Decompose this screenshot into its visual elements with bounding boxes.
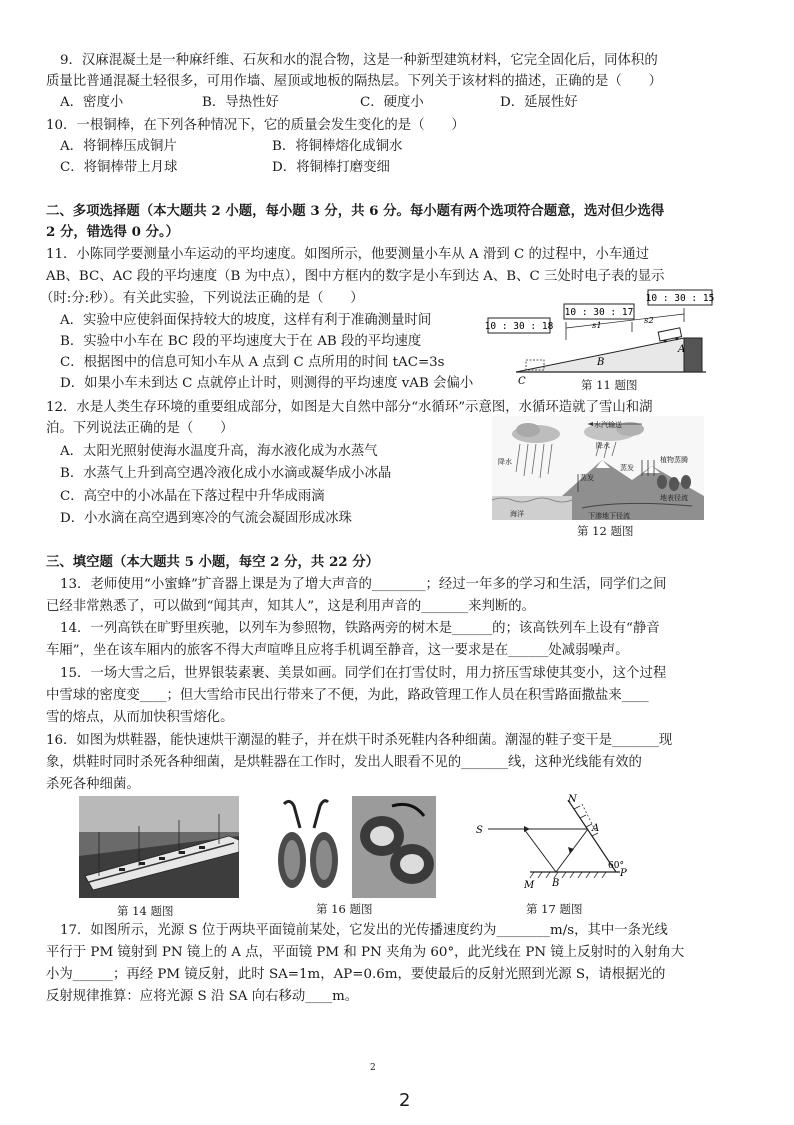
label-angle-60: 60° — [608, 861, 624, 871]
clock-c-time: 10 : 30 : 18 — [484, 321, 554, 332]
label-s1: s1 — [592, 321, 602, 331]
label-evaporation-2: 蒸发 — [620, 464, 634, 472]
q12-option-a: A．太阳光照射使海水温度升高，海水液化成为水蒸气 — [60, 444, 378, 459]
q11-stem-line3: （时:分:秒）。有关此实验，下列说法正确的是（ ） — [40, 291, 364, 306]
figure-16b-dryer-in-shoes — [352, 796, 436, 898]
clock-a-time: 10 : 30 : 15 — [645, 293, 715, 304]
label-precip-top: 降水 — [596, 442, 610, 450]
q10-option-b: B．将铜棒熔化成铜水 — [272, 139, 403, 154]
label-underground-runoff: 下渗地下径流 — [588, 512, 630, 520]
q11-option-c: C．根据图中的信息可知小车从 A 点到 C 点所用的时间 tAC=3s — [60, 355, 445, 370]
q9-option-a: A．密度小 — [60, 95, 124, 110]
q12-option-b: B．水蒸气上升到高空遇冷液化成小水滴或凝华成小冰晶 — [60, 466, 392, 481]
q12-option-c: C．高空中的小冰晶在下落过程中升华成雨滴 — [60, 489, 325, 504]
q9-stem-line1: 9．汉麻混凝土是一种麻纤维、石灰和水的混合物，这是一种新型建筑材料，它完全固化后，同体积的 — [60, 53, 658, 68]
label-point-a17: A — [592, 823, 600, 834]
label-point-p: P — [620, 868, 627, 879]
q9-option-b: B．导热性好 — [202, 95, 279, 110]
figure-16-caption: 第 16 题图 — [316, 902, 373, 916]
q12-option-d: D．小水滴在高空遇到寒冷的气流会凝固形成冰珠 — [60, 511, 352, 526]
figure-17-caption: 第 17 题图 — [526, 902, 583, 916]
label-transpiration: 植物蒸腾 — [660, 456, 688, 464]
label-point-c: C — [518, 376, 526, 387]
q13-line1: 13．老师使用“小蜜蜂”扩音器上课是为了增大声音的________；经过一年多的学习和生活，同学们之间 — [60, 577, 667, 592]
section3-heading: 三、填空题（本大题共 5 小题，每空 2 分，共 22 分） — [46, 554, 380, 570]
q17-line1: 17．如图所示，光源 S 位于两块平面镜前某处，它发出的光传播速度约为________m/s，其中一条光线 — [60, 923, 668, 938]
q15-line2: 中雪球的密度变____；但大雪给市民出行带来了不便，为此，路政管理工作人员在积雪路面撒盐来____ — [46, 688, 649, 703]
label-surface-runoff: 地表径流 — [660, 494, 688, 502]
label-s2: s2 — [644, 316, 654, 326]
q11-option-b: B．实验中小车在 BC 段的平均速度大于在 AB 段的平均速度 — [60, 334, 422, 349]
q17-line4: 反射规律推算：应将光源 S 沿 SA 向右移动____m。 — [46, 989, 359, 1004]
q17-line3: 小为______；再经 PM 镜反射，此时 SA=1m，AP=0.6m，要使最后的反射光照到光源 S，请根据光的 — [46, 967, 666, 982]
q9-option-c: C．硬度小 — [360, 95, 424, 110]
q11-option-a: A．实验中应使斜面保持较大的坡度，这样有利于准确测量时间 — [60, 313, 432, 328]
section2-heading-line1: 二、多项选择题（本大题共 2 小题，每小题 3 分，共 6 分。每小题有两个选项符合题意，选对但少选得 — [46, 203, 665, 219]
q10-option-d: D．将铜棒打磨变细 — [272, 160, 390, 175]
q12-stem-line1: 12．水是人类生存环境的重要组成部分，如图是大自然中部分“水循环”示意图，水循环造就了雪山和湖 — [46, 400, 653, 415]
label-source-s: S — [476, 825, 483, 836]
q13-line2: 已经非常熟悉了，可以做到“闻其声，知其人”，这是利用声音的_______来判断的。 — [46, 599, 536, 614]
label-precip-left: 降水 — [498, 458, 512, 466]
figure-12-water-cycle — [492, 416, 704, 520]
label-point-b: B — [597, 357, 605, 368]
q15-line3: 雪的熔点，从而加快积雪熔化。 — [46, 710, 234, 725]
q14-line1: 14．一列高铁在旷野里疾驰，以列车为参照物，铁路两旁的树木是______的；该高铁列车上设有“静音 — [60, 621, 660, 636]
figure-16a-dryer-pair — [270, 798, 346, 898]
figure-12-caption: 第 12 题图 — [577, 524, 634, 538]
q11-option-d: D．如果小车未到达 C 点就停止计时，则测得的平均速度 vAB 会偏小 — [60, 376, 474, 391]
q10-option-a: A．将铜棒压成铜片 — [60, 139, 177, 154]
q11-stem-line2: AB、BC、AC 段的平均速度（B 为中点），图中方框内的数字是小车到达 A、B、C 三处时电子表的显示 — [46, 269, 665, 284]
page-number-large: 2 — [399, 1090, 411, 1111]
q15-line1: 15．一场大雪之后，世界银装素裹、美景如画。同学们在打雪仗时，用力挤压雪球使其变小，这个过程 — [60, 666, 667, 681]
q16-line1: 16．如图为烘鞋器，能快速烘干潮湿的鞋子，并在烘干时杀死鞋内各种细菌。潮湿的鞋子变干是_______现 — [46, 733, 673, 748]
label-point-b17: B — [552, 878, 560, 889]
q11-stem-line1: 11．小陈同学要测量小车运动的平均速度。如图所示，他要测量小车从 A 滑到 C 的过程中，小车通过 — [46, 247, 649, 262]
section2-heading-line2: 2 分，错选得 0 分。） — [46, 224, 180, 240]
page-number-small: 2 — [370, 1063, 376, 1073]
q10-option-c: C．将铜棒带上月球 — [60, 160, 178, 175]
label-point-a: A — [678, 344, 686, 355]
q16-line2: 象，烘鞋时同时杀死各种细菌，是烘鞋器在工作时，发出人眼看不见的_______线，这种光线能有效的 — [46, 755, 642, 770]
figure-14-caption: 第 14 题图 — [117, 904, 174, 918]
figure-14-train-photo — [79, 796, 239, 898]
label-vapor-transport: 水汽输送 — [594, 421, 622, 429]
q10-stem: 10．一根铜棒，在下列各种情况下，它的质量会发生变化的是（ ） — [46, 118, 465, 133]
q9-option-d: D．延展性好 — [500, 95, 578, 110]
q9-stem-line2: 质量比普通混凝土轻很多，可用作墙、屋顶或地板的隔热层。下列关于该材料的描述，正确的是（ ） — [46, 74, 662, 89]
clock-b-time: 10 : 30 : 17 — [564, 307, 634, 318]
figure-11-caption: 第 11 题图 — [581, 378, 638, 392]
q16-line3: 杀死各种细菌。 — [46, 777, 140, 792]
label-evaporation-1: 蒸发 — [580, 474, 594, 482]
label-point-m: M — [524, 880, 535, 891]
q12-stem-line2: 泊。下列说法正确的是（ ） — [46, 421, 234, 436]
label-normal-n: N — [568, 794, 577, 805]
q14-line2: 车厢”，坐在该车厢内的旅客不得大声喧哗且应将手机调至静音，这一要求是在______处减弱噪声。 — [46, 643, 629, 658]
figure-17-mirror-diagram — [470, 792, 630, 896]
q17-line2: 平行于 PM 镜射到 PN 镜上的 A 点，平面镜 PM 和 PN 夹角为 60°，此光线在 PN 镜上反射时的入射角大 — [46, 945, 685, 960]
label-ocean: 海洋 — [510, 510, 524, 518]
